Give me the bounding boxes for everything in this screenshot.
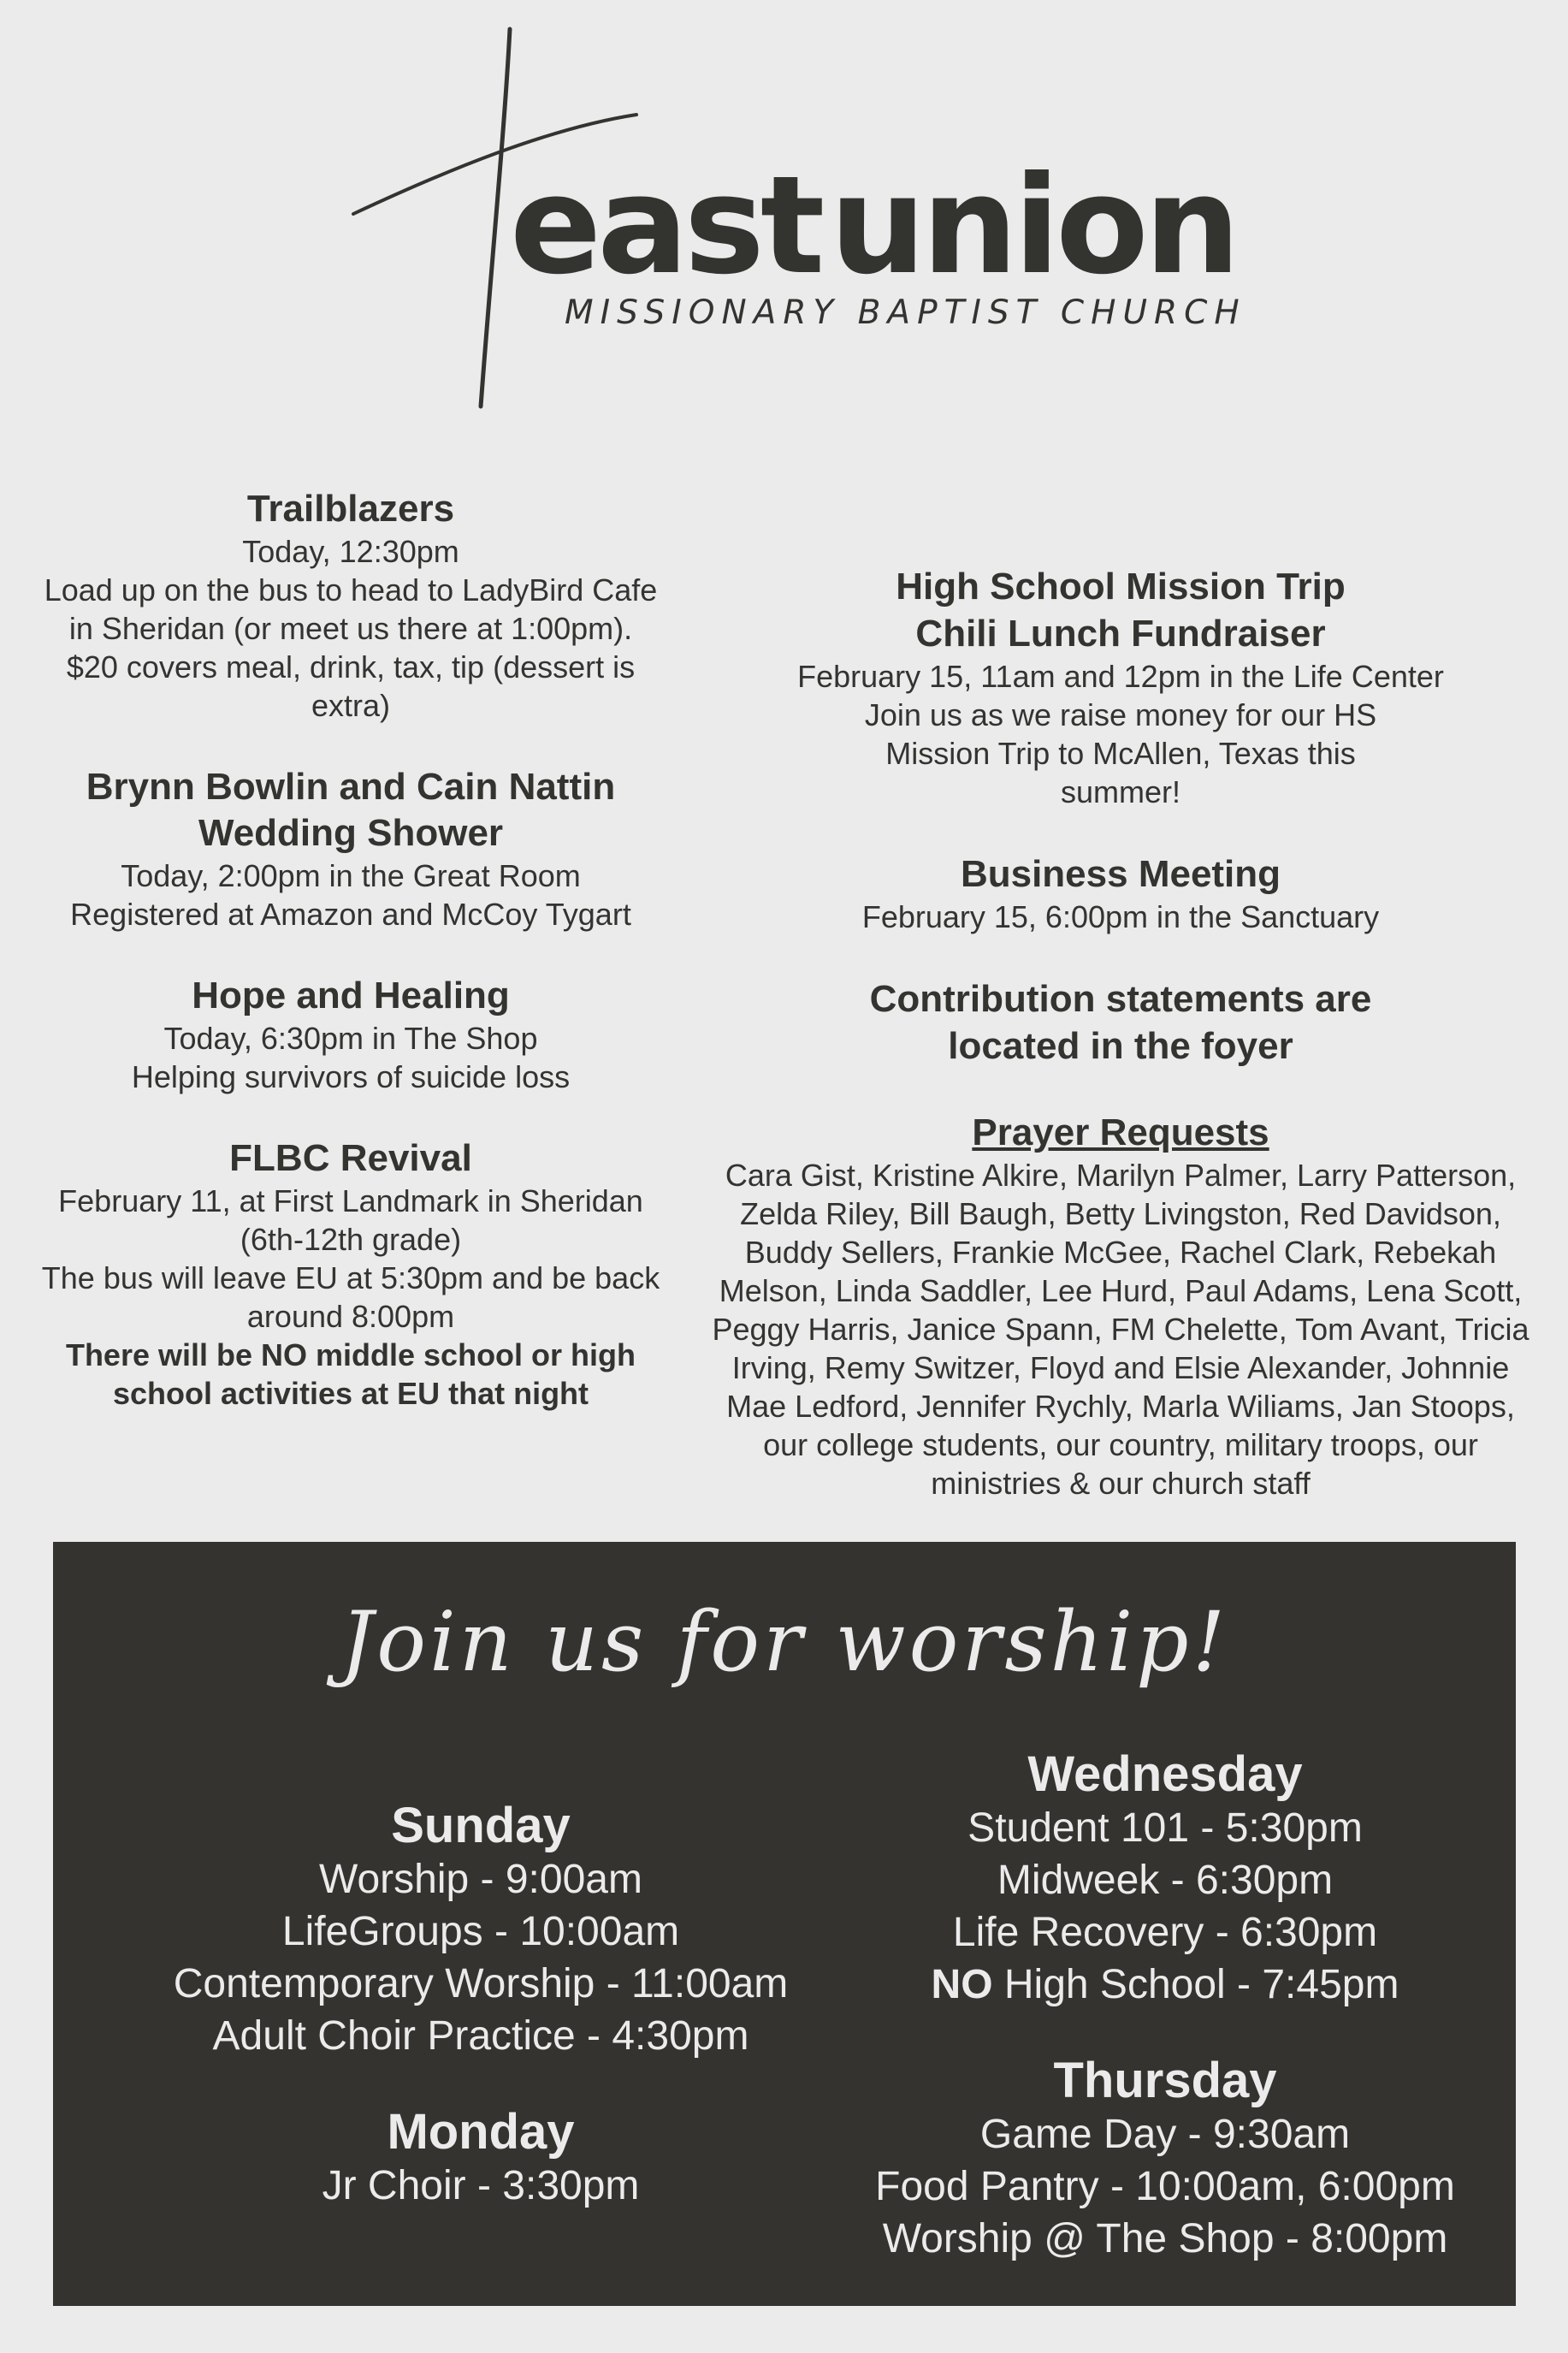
- event-time: February 15, 6:00pm in the Sanctuary: [861, 899, 1380, 934]
- worship-heading-text: Join us for worship!: [340, 1594, 1229, 1690]
- event-trailblazers: [34, 486, 667, 725]
- prayer-requests: [701, 1109, 1540, 1502]
- schedule-item: Jr Choir - 3:30pm: [322, 2163, 640, 2208]
- event-wedding-shower: [34, 764, 667, 933]
- schedule-item: Contemporary Worship - 11:00am: [173, 1961, 789, 2006]
- event-details: The bus will leave EU at 5:30pm and be back around 8:00pm: [41, 1260, 660, 1334]
- schedule-monday: [87, 2105, 874, 2212]
- event-time: Today, 2:00pm in the Great Room: [121, 858, 581, 893]
- worship-right-column: [806, 1747, 1524, 2308]
- announcements-right: [701, 563, 1540, 1542]
- prayer-requests-list: Cara Gist, Kristine Alkire, Marilyn Palmer, Larry Patterson, Zelda Riley, Bill Baugh, Betty Livingston, Red Davidson, Buddy Sellers, Frankie McGee, Rachel Clark, Rebekah Melson, Linda Saddler, Lee Hurd, Paul Adams, Lena Scott, Peggy Harris, Janice Spann, FM Chelette, Tom Avant, Tricia Irving, Remy Switzer, Floyd and Elsie Alexander, Johnnie Mae Ledford, Jennifer Rychly, Marla Wiliams, Jan Stoops, our college students, our country, military troops, our ministries & our church staff: [712, 1158, 1530, 1501]
- schedule-item: Student 101 - 5:30pm: [967, 1805, 1363, 1851]
- schedule-item: Food Pantry - 10:00am, 6:00pm: [875, 2164, 1455, 2209]
- event-time: Today, 6:30pm in The Shop: [163, 1021, 538, 1056]
- schedule-item: Life Recovery - 6:30pm: [952, 1910, 1378, 1955]
- worship-script-heading: [53, 1542, 1516, 1730]
- schedule-item-rest: High School - 7:45pm: [992, 1962, 1399, 2007]
- schedule-item: LifeGroups - 10:00am: [281, 1909, 680, 1954]
- event-flbc-revival: [34, 1135, 667, 1413]
- schedule-item: Midweek - 6:30pm: [997, 1858, 1334, 1903]
- event-details: Helping survivors of suicide loss: [131, 1059, 571, 1094]
- event-details: Load up on the bus to head to LadyBird Cafe in Sheridan (or meet us there at 1:00pm).: [44, 572, 658, 646]
- schedule-wednesday: [806, 1747, 1524, 2011]
- day-title: Sunday: [391, 1798, 571, 1853]
- prayer-requests-title: Prayer Requests: [972, 1111, 1269, 1153]
- event-notice: There will be NO middle school or high school activities at EU that night: [65, 1337, 636, 1411]
- event-hope-and-healing: [34, 973, 667, 1096]
- schedule-thursday: [806, 2054, 1524, 2265]
- notice-line1: Contribution statements are: [869, 978, 1372, 1020]
- event-time: February 11, at First Landmark in Sheridan (6th-12th grade): [58, 1183, 643, 1257]
- worship-schedule-panel: [53, 1542, 1516, 2306]
- event-details: Join us as we raise money for our HS Mission Trip to McAllen, Texas this summer!: [864, 697, 1377, 809]
- worship-left-column: [87, 1799, 874, 2255]
- cross-vertical-stroke: [481, 29, 510, 406]
- event-title: Trailblazers: [246, 488, 455, 530]
- event-business-meeting: [701, 851, 1540, 936]
- logo-subtitle: MISSIONARY BAPTIST CHURCH: [565, 293, 1246, 332]
- day-title: Wednesday: [1027, 1746, 1303, 1802]
- schedule-sunday: [87, 1799, 874, 2062]
- schedule-item: Adult Choir Practice - 4:30pm: [212, 2013, 749, 2059]
- logo-name-east: east: [510, 147, 821, 305]
- event-time: Today, 12:30pm: [242, 534, 459, 569]
- schedule-item: Worship - 9:00am: [319, 1857, 642, 1902]
- notice-line2: located in the foyer: [948, 1025, 1293, 1067]
- event-title: FLBC Revival: [229, 1137, 472, 1179]
- event-title-line2: Chili Lunch Fundraiser: [915, 613, 1326, 655]
- schedule-item: Worship @ The Shop - 8:00pm: [882, 2216, 1448, 2261]
- event-title: Business Meeting: [960, 853, 1281, 895]
- schedule-item: Game Day - 9:30am: [979, 2112, 1351, 2157]
- day-title: Monday: [387, 2104, 575, 2160]
- event-title: Hope and Healing: [192, 975, 510, 1016]
- event-mission-trip-fundraiser: [701, 563, 1540, 811]
- schedule-item-high-school: [806, 1959, 1524, 2011]
- contribution-statements-notice: [701, 975, 1540, 1070]
- event-cost: $20 covers meal, drink, tax, tip (dessert is extra): [66, 649, 636, 723]
- day-title: Thursday: [1053, 2053, 1277, 2108]
- no-emphasis: NO: [931, 1962, 993, 2007]
- announcements-left: [34, 486, 667, 1452]
- church-logo: [0, 0, 1568, 445]
- event-details: Registered at Amazon and McCoy Tygart: [70, 897, 631, 932]
- logo-name-union: union: [830, 147, 1237, 305]
- event-time: February 15, 11am and 12pm in the Life Center: [797, 659, 1444, 694]
- event-title: Brynn Bowlin and Cain Nattin Wedding Shower: [86, 766, 616, 854]
- event-title-line1: High School Mission Trip: [896, 566, 1346, 608]
